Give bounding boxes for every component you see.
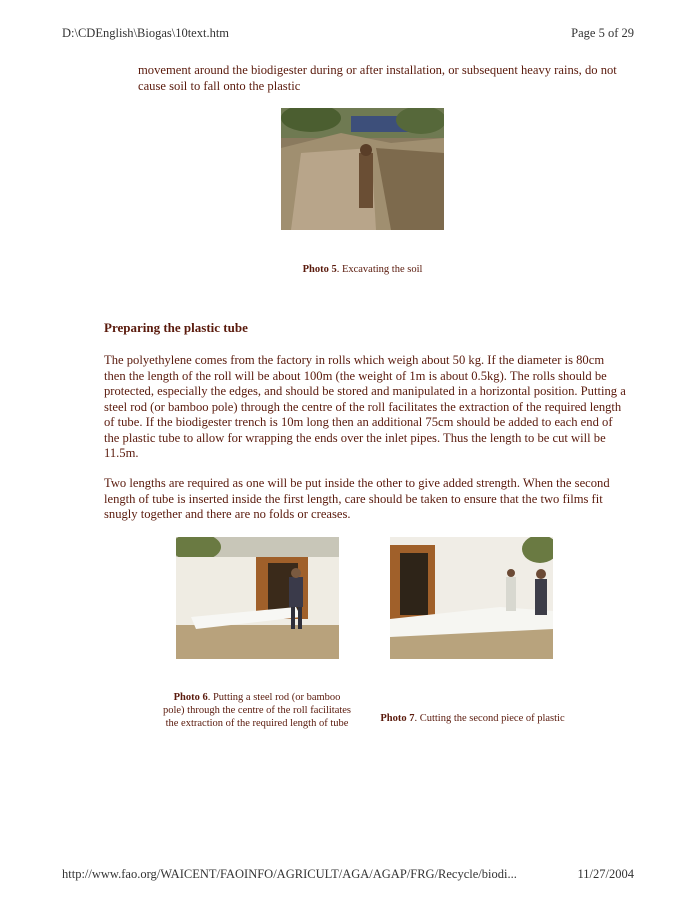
photo7-caption <box>360 712 585 725</box>
footer-url: http://www.fao.org/WAICENT/FAOINFO/AGRICULT/AGA/AGAP/FRG/Recycle/biodi... <box>62 867 517 881</box>
photo5-caption-text: . Excavating the soil <box>336 264 423 275</box>
photo5-label: Photo 5 <box>302 264 337 275</box>
photo7-caption-text: . Cutting the second piece of plastic <box>414 713 565 724</box>
photo-steel-rod-roll <box>176 537 339 659</box>
photo6-label: Photo 6 <box>173 692 208 703</box>
photo6-caption <box>162 691 352 730</box>
header-file-path: D:\CDEnglish\Biogas\10text.htm <box>62 26 230 40</box>
photo-excavating-soil <box>281 108 444 230</box>
photo-cutting-plastic <box>390 537 553 659</box>
photo7-label: Photo 7 <box>380 713 415 724</box>
photo5-caption <box>250 263 475 276</box>
section-paragraph-2: Two lengths are required as one will be put inside the other to give added strength. When the second length of tube is inserted inside the first length, care should be taken to ensure that the two films fit snugly together and there are no folds or creases. <box>104 476 610 521</box>
section-paragraph-1: The polyethylene comes from the factory in rolls which weigh about 50 kg. If the diameter is 80cm then the length of the roll will be about 100m (the weight of 1m is about 0.5kg). The rolls should be protected, especially the edges, and should be stored and manipulated in a horizontal position. Putting a steel rod (or bamboo pole) through the centre of the roll facilitates the extraction of the required length of tube. If the biodigester trench is 10m long then an additional 75cm should be added to each end of the plastic tube to allow for wrapping the ends over the inlet pipes. Thus the length to be cut will be 11.5m. <box>104 353 626 460</box>
photo6-caption-text: . Putting a steel rod (or bamboo pole) through the centre of the roll facilitates the extraction of the required length of tube <box>162 692 352 729</box>
footer-date: 11/27/2004 <box>577 867 634 881</box>
intro-paragraph: movement around the biodigester during or after installation, or subsequent heavy rains, do not cause soil to fall onto the plastic <box>138 63 617 93</box>
header-page-number: Page 5 of 29 <box>571 26 634 40</box>
section-heading: Preparing the plastic tube <box>104 320 248 335</box>
